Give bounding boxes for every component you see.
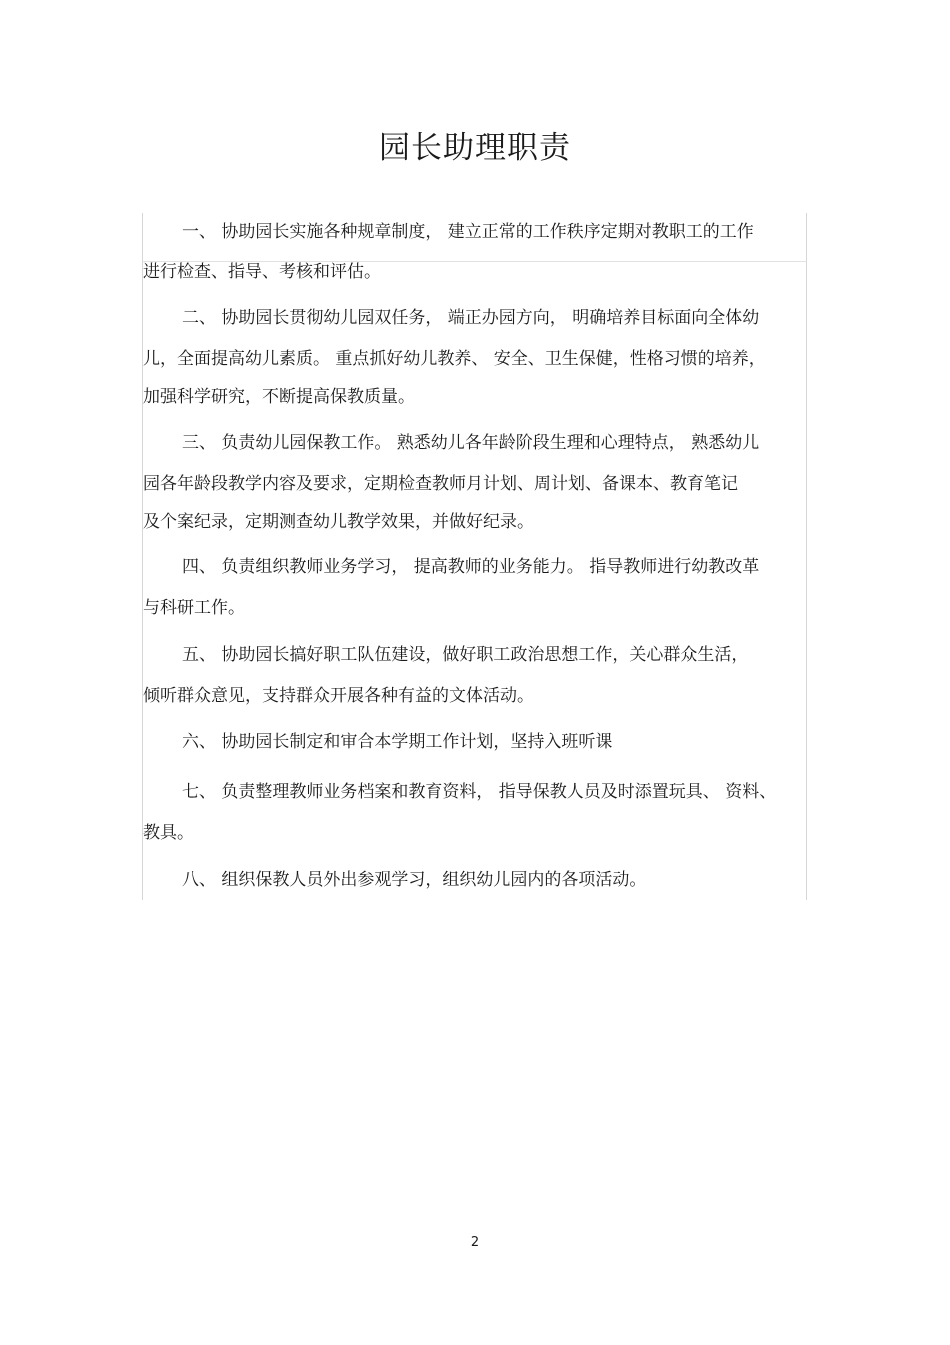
paragraph-line: 一、 协助园长实施各种规章制度， 建立正常的工作秩序定期对教职工的工作 [182, 222, 754, 242]
paragraph-line: 七、 负责整理教师业务档案和教育资料， 指导保教人员及时添置玩具、 资料、 [182, 782, 777, 802]
paragraph-line: 儿，全面提高幼儿素质。 重点抓好幼儿教养、 安全、卫生保健，性格习惯的培养， [143, 349, 766, 369]
paragraph-line: 五、 协助园长搞好职工队伍建设，做好职工政治思想工作，关心群众生活， [182, 645, 749, 665]
paragraph-line: 园各年龄段教学内容及要求，定期检查教师月计划、周计划、备课本、教育笔记 [143, 474, 738, 494]
page-number: 2 [470, 1235, 480, 1250]
paragraph-line: 二、 协助园长贯彻幼儿园双任务， 端正办园方向， 明确培养目标面向全体幼 [182, 308, 760, 328]
paragraph-line: 进行检查、指导、考核和评估。 [143, 262, 381, 282]
paragraph-line: 倾听群众意见，支持群众开展各种有益的文体活动。 [143, 686, 534, 706]
paragraph-line: 及个案纪录，定期测查幼儿教学效果，并做好纪录。 [143, 512, 534, 532]
paragraph-line: 八、 组织保教人员外出参观学习，组织幼儿园内的各项活动。 [182, 870, 647, 890]
paragraph-line: 四、 负责组织教师业务学习， 提高教师的业务能力。 指导教师进行幼教改革 [182, 557, 760, 577]
paragraph-line: 与科研工作。 [143, 598, 245, 618]
frame-border-left [142, 213, 143, 900]
paragraph-line: 六、 协助园长制定和审合本学期工作计划，坚持入班听课 [182, 732, 613, 752]
paragraph-line: 三、 负责幼儿园保教工作。 熟悉幼儿各年龄阶段生理和心理特点， 熟悉幼儿 [182, 433, 760, 453]
frame-border-right [806, 213, 807, 900]
paragraph-line: 教具。 [143, 823, 194, 843]
document-title: 园长助理职责 [379, 130, 571, 166]
paragraph-line: 加强科学研究，不断提高保教质量。 [143, 387, 415, 407]
